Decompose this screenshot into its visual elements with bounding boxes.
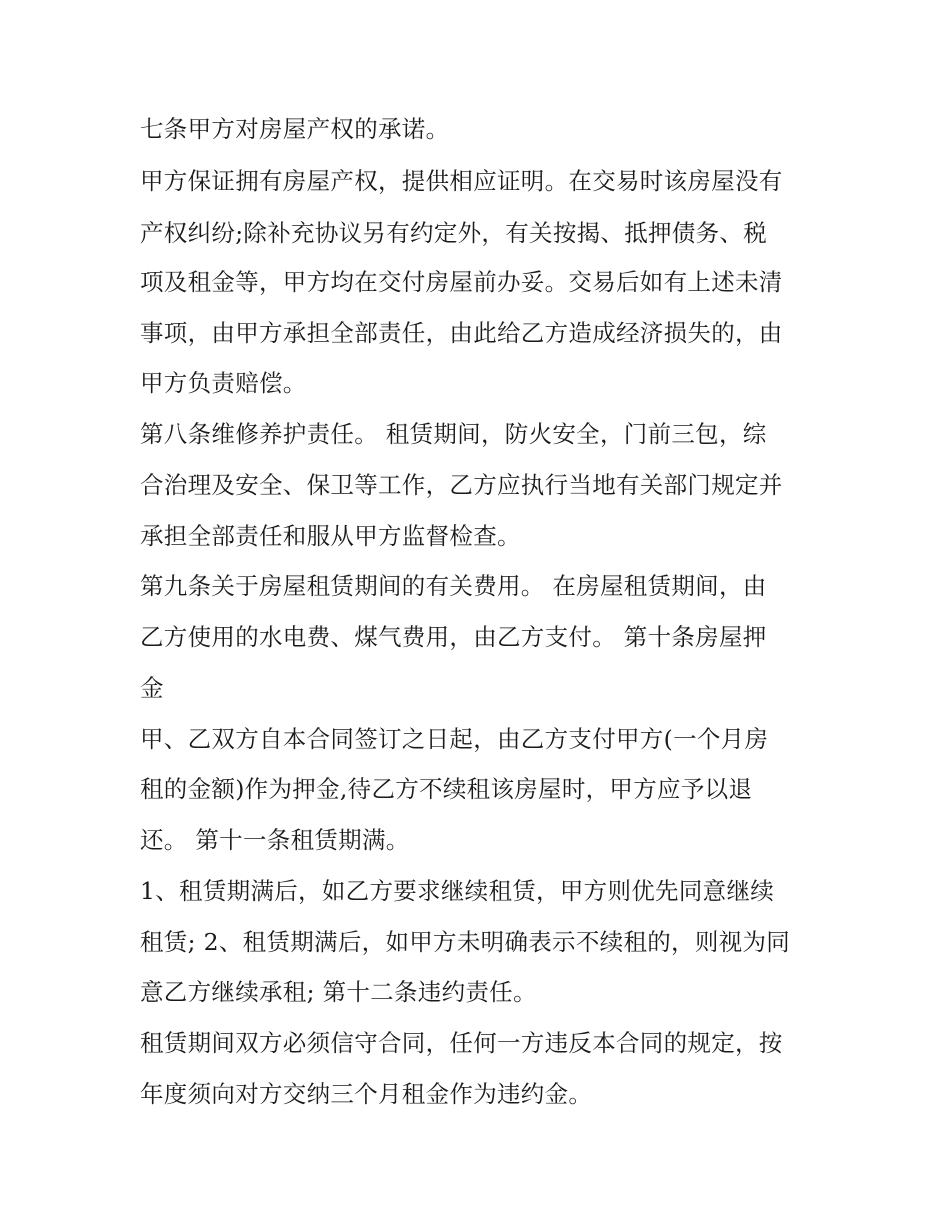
text-line-5: 事项，由甲方承担全部责任，由此给乙方造成经济损失的，由 [140, 319, 783, 347]
text-line-10: 第九条关于房屋租赁期间的有关费用。 在房屋租赁期间，由 [140, 572, 767, 600]
text-line-2: 甲方保证拥有房屋产权，提供相应证明。在交易时该房屋没有 [140, 167, 783, 195]
text-line-12: 金 [140, 674, 164, 702]
text-line-11: 乙方使用的水电费、煤气费用，由乙方支付。 第十条房屋押 [140, 623, 767, 651]
text-line-13: 甲、乙双方自本合同签订之日起，由乙方支付甲方(一个月房 [140, 725, 769, 753]
text-line-7: 第八条维修养护责任。 租赁期间，防火安全，门前三包，综 [140, 420, 767, 448]
text-line-1: 七条甲方对房屋产权的承诺。 [140, 115, 450, 143]
text-line-9: 承担全部责任和服从甲方监督检查。 [140, 522, 521, 550]
text-line-4: 项及租金等，甲方均在交付房屋前办妥。交易后如有上述未清 [140, 268, 783, 296]
text-line-16: 1、租赁期满后，如乙方要求继续租赁，甲方则优先同意继续 [140, 877, 775, 905]
text-line-6: 甲方负责赔偿。 [140, 369, 307, 397]
text-line-18: 意乙方继续承租; 第十二条违约责任。 [140, 978, 537, 1006]
text-line-20: 年度须向对方交纳三个月租金作为违约金。 [140, 1080, 593, 1108]
text-line-14: 租的金额)作为押金,待乙方不续租该房屋时，甲方应予以退 [140, 775, 753, 803]
text-line-8: 合治理及安全、保卫等工作，乙方应执行当地有关部门规定并 [140, 471, 783, 499]
text-line-15: 还。 第十一条租赁期满。 [140, 826, 410, 854]
text-line-19: 租赁期间双方必须信守合同，任何一方违反本合同的规定，按 [140, 1029, 783, 1057]
text-line-3: 产权纠纷;除补充协议另有约定外，有关按揭、抵押债务、税 [140, 219, 768, 247]
text-line-17: 租赁; 2、租赁期满后，如甲方未明确表示不续租的，则视为同 [140, 928, 791, 956]
